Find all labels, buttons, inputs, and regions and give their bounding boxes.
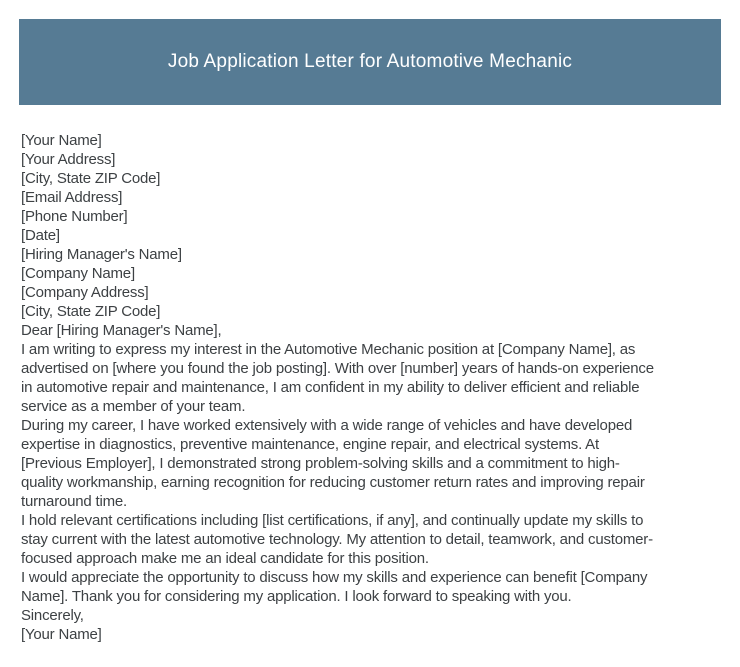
letter-line: [Company Name] <box>21 265 135 282</box>
letter-line: Sincerely, <box>21 607 84 624</box>
letter-line: [Previous Employer], I demonstrated strong problem-solving skills and a commitment to high- <box>21 455 620 472</box>
letter-line: [Your Name] <box>21 626 102 643</box>
letter-line: stay current with the latest automotive technology. My attention to detail, teamwork, and customer- <box>21 531 653 548</box>
letter-line: in automotive repair and maintenance, I am confident in my ability to deliver efficient and reliable <box>21 379 640 396</box>
letter-line: focused approach make me an ideal candidate for this position. <box>21 550 429 567</box>
letter-line: I hold relevant certifications including [list certifications, if any], and continually update my skills to <box>21 512 644 529</box>
letter-line: service as a member of your team. <box>21 398 246 415</box>
letter-line: [Your Name] <box>21 132 102 149</box>
letter-line: quality workmanship, earning recognition for reducing customer return rates and improving repair <box>21 474 645 491</box>
letter-line: [Email Address] <box>21 189 123 206</box>
letter-line: I am writing to express my interest in the Automotive Mechanic position at [Company Name], as <box>21 341 636 358</box>
letter-line: [Date] <box>21 227 60 244</box>
letter-line: [Phone Number] <box>21 208 128 225</box>
letter-line: [Your Address] <box>21 151 116 168</box>
letter-line: [Hiring Manager's Name] <box>21 246 182 263</box>
header-banner <box>19 19 721 105</box>
letter-body <box>21 131 726 644</box>
letter-line: I would appreciate the opportunity to discuss how my skills and experience can benefit [Company <box>21 569 648 586</box>
letter-line: Dear [Hiring Manager's Name], <box>21 322 222 339</box>
letter-line: advertised on [where you found the job posting]. With over [number] years of hands-on experience <box>21 360 654 377</box>
page-title: Job Application Letter for Automotive Mechanic <box>167 51 573 72</box>
letter-line: [City, State ZIP Code] <box>21 303 161 320</box>
letter-line: [Company Address] <box>21 284 149 301</box>
letter-line: turnaround time. <box>21 493 128 510</box>
letter-line: During my career, I have worked extensively with a wide range of vehicles and have developed <box>21 417 633 434</box>
letter-line: Name]. Thank you for considering my application. I look forward to speaking with you. <box>21 588 572 605</box>
letter-line: expertise in diagnostics, preventive maintenance, engine repair, and electrical systems. At <box>21 436 599 453</box>
letter-line: [City, State ZIP Code] <box>21 170 161 187</box>
